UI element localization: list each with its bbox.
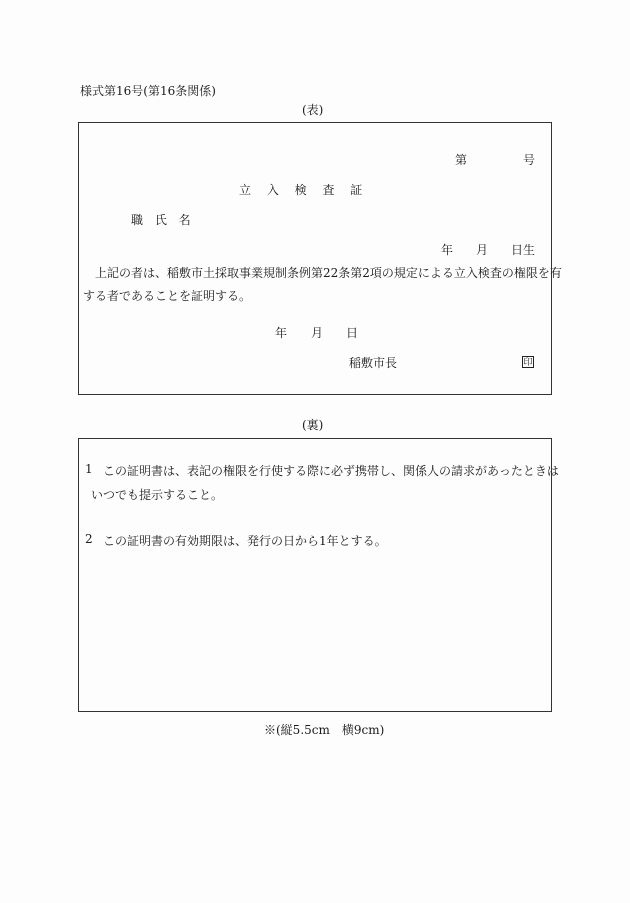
note-2-line-1: この証明書の有効期限は、発行の日から1年とする。 xyxy=(103,534,387,548)
role-label: 職 氏 名 xyxy=(131,213,195,227)
note-2-number: 2 xyxy=(85,532,93,546)
front-card xyxy=(78,122,562,395)
seal-mark xyxy=(522,354,534,368)
seal-text: 印 xyxy=(523,358,533,368)
back-card xyxy=(78,438,559,712)
note-1-line-1: この証明書は、表記の権限を行使する際に必ず携帯し、関係人の請求があったときは xyxy=(103,464,559,478)
birth-year: 年 xyxy=(441,243,454,257)
issue-day: 日 xyxy=(346,326,359,340)
number-prefix: 第 xyxy=(455,153,468,167)
note-1-number: 1 xyxy=(85,462,93,476)
issuer: 稲敷市長 xyxy=(349,356,398,370)
birth-day: 日生 xyxy=(511,243,536,257)
front-section-label: (表) xyxy=(302,103,324,117)
form-title: 様式第16号(第16条関係) xyxy=(80,84,216,98)
note-1-line-2: いつでも提示すること。 xyxy=(91,488,224,502)
issue-month: 月 xyxy=(311,326,324,340)
size-note: ※(縦5.5cm 横9cm) xyxy=(264,723,385,737)
cert-title: 立 入 検 査 証 xyxy=(239,183,369,197)
body-line-2: する者であることを証明する。 xyxy=(83,289,252,303)
body-line-1: 上記の者は、稲敷市土採取事業規制条例第22条第2項の規定による立入検査の権限を有 xyxy=(95,266,562,280)
number-suffix: 号 xyxy=(523,153,536,167)
birth-month: 月 xyxy=(476,243,489,257)
back-section-label: (裏) xyxy=(302,418,324,432)
issue-year: 年 xyxy=(275,326,288,340)
